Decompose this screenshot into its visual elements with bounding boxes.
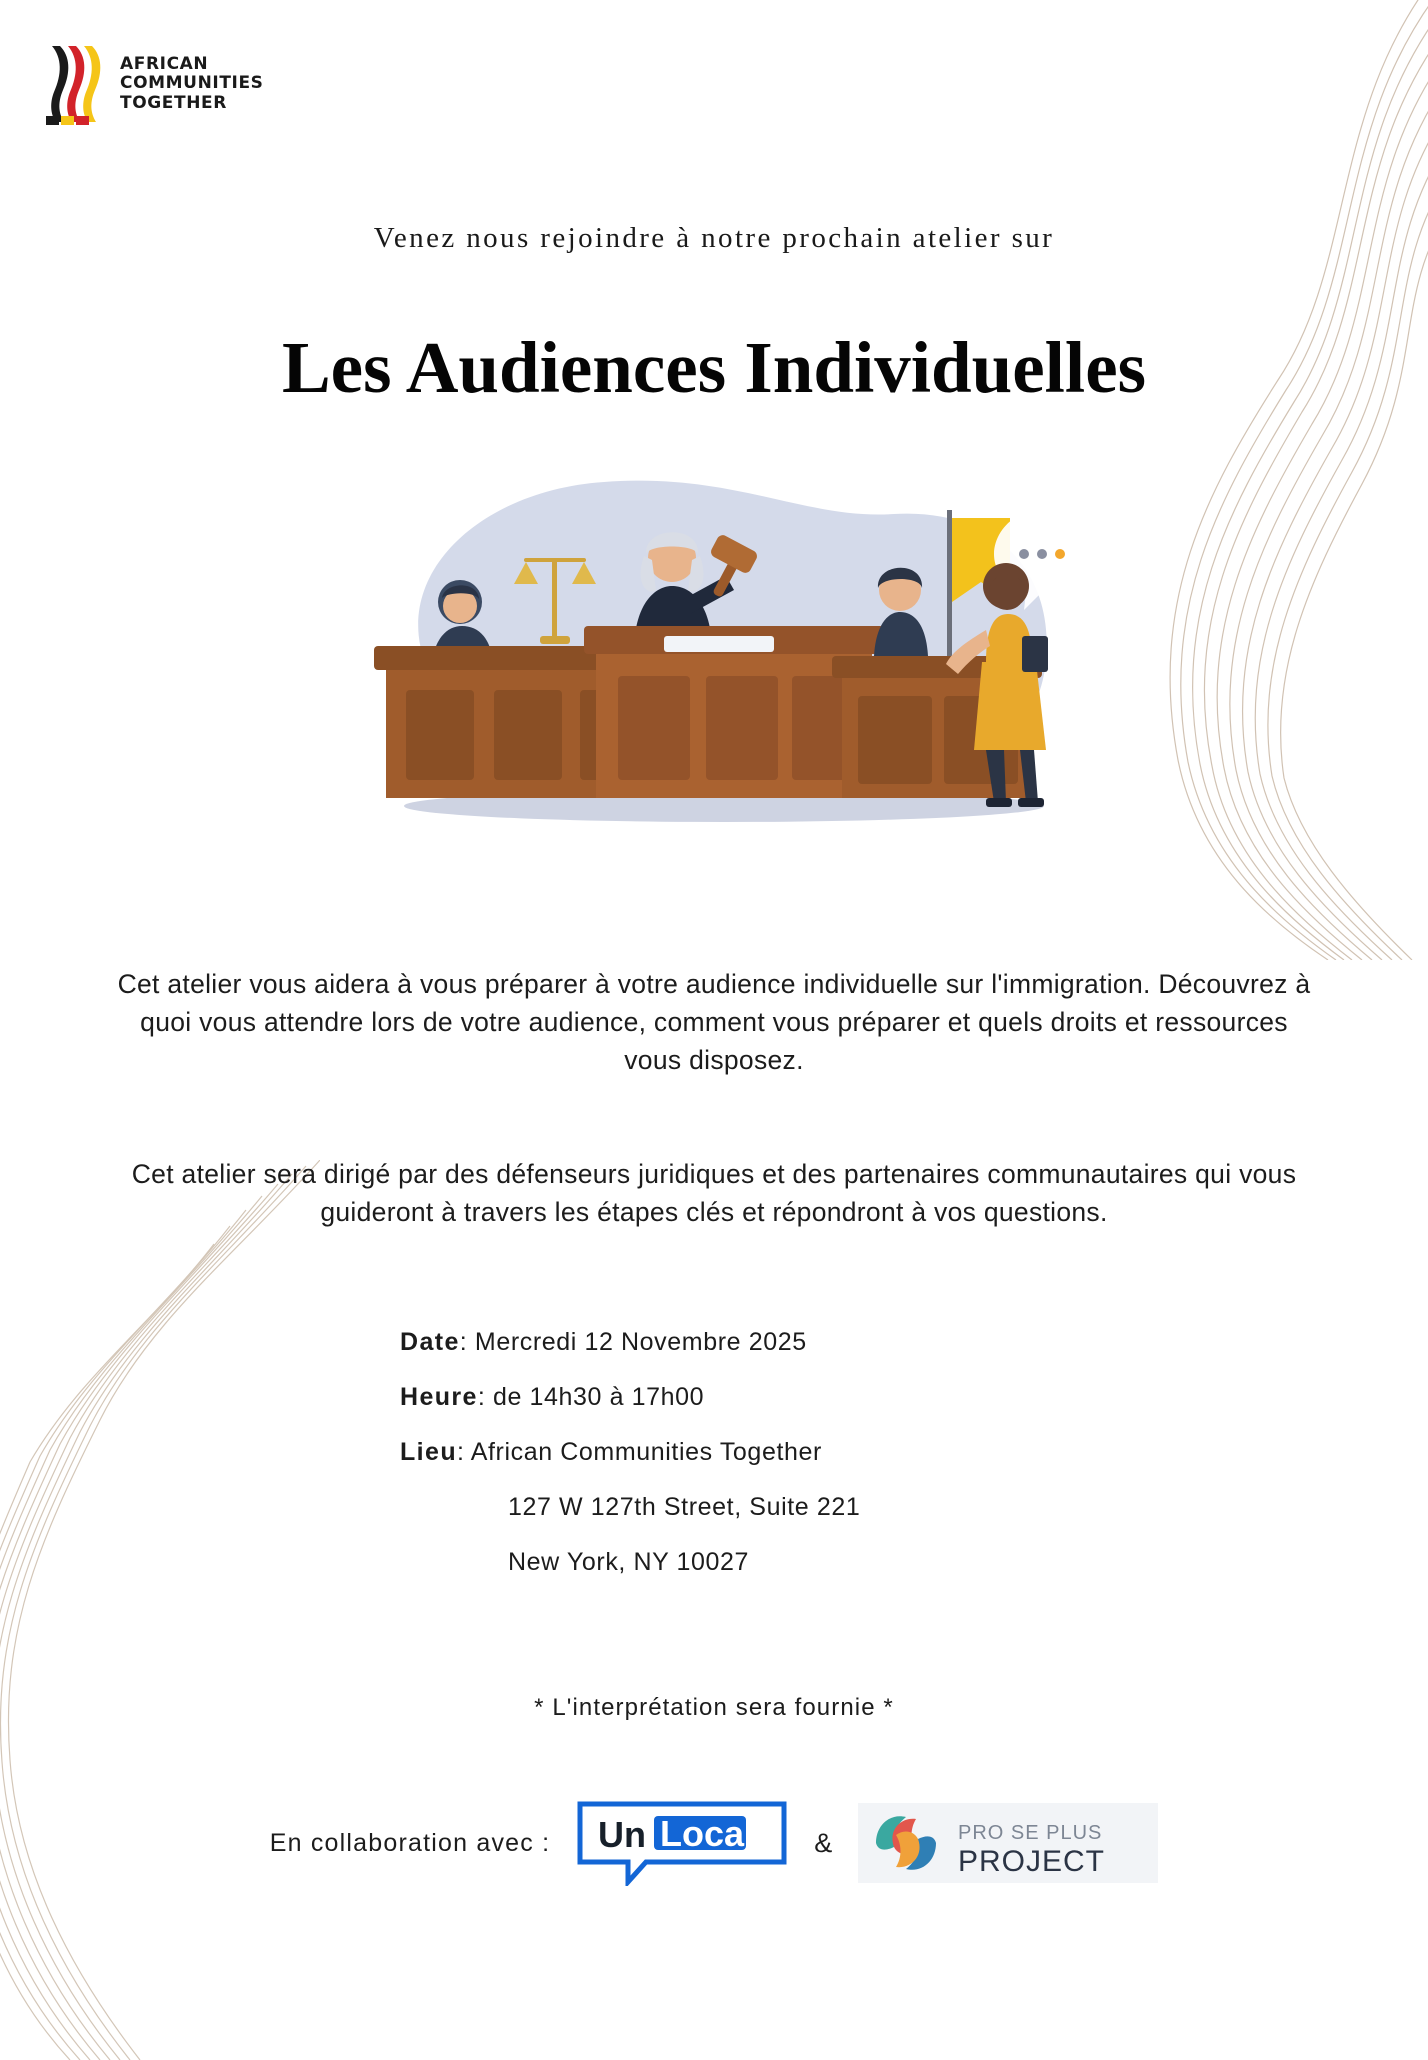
svg-text:PRO SE PLUS: PRO SE PLUS <box>958 1822 1103 1844</box>
detail-address-line-1: 127 W 127th Street, Suite 221 <box>508 1493 861 1521</box>
flyer-kicker: Venez nous rejoindre à notre prochain atelier sur <box>373 222 1055 254</box>
detail-address-line-2: New York, NY 10027 <box>508 1548 750 1576</box>
collaboration-footer <box>0 1800 1428 1886</box>
act-logo-mark-icon <box>44 40 106 128</box>
body-paragraph-1: Cet atelier vous aidera à vous préparer à votre audience individuelle sur l'immigration. Découvrez à quoi vous attendre lors de votre audience, comment vous préparer et quels droits et ressources vous disposez. <box>117 968 1311 1075</box>
interpretation-note: * L'interprétation sera fournie * <box>534 1694 894 1721</box>
detail-time <box>400 1385 1140 1410</box>
organization-name <box>120 55 264 112</box>
page-title: Les Audiences Individuelles <box>281 326 1147 408</box>
detail-time-label: Heure <box>400 1383 478 1411</box>
ampersand-separator: & <box>814 1827 833 1858</box>
detail-time-value: : de 14h30 à 17h00 <box>477 1383 705 1411</box>
detail-date-label: Date <box>400 1328 460 1356</box>
detail-date-value: : Mercredi 12 Novembre 2025 <box>459 1328 807 1356</box>
detail-date <box>400 1330 1140 1355</box>
detail-place-value: : African Communities Together <box>457 1438 822 1466</box>
organization-name-line-3: TOGETHER <box>120 92 227 113</box>
body-paragraph-2: Cet atelier sera dirigé par des défenseurs juridiques et des partenaires communautaires qui vous guideront à travers les étapes clés et répondront à vos questions. <box>131 1158 1297 1227</box>
courtroom-hearing-illustration <box>334 450 1094 870</box>
svg-text:PROJECT: PROJECT <box>958 1845 1106 1878</box>
organization-name-line-1: AFRICAN <box>120 54 209 75</box>
event-details <box>400 1330 1140 1605</box>
organization-name-line-2: COMMUNITIES <box>120 73 264 94</box>
detail-place-label: Lieu <box>400 1438 457 1466</box>
detail-place <box>400 1440 1140 1465</box>
collaboration-label: En collaboration avec : <box>269 1828 551 1857</box>
svg-text:Un: Un <box>598 1814 647 1855</box>
decorative-swirl-left <box>0 1160 320 2060</box>
organization-logo <box>44 40 264 128</box>
svg-text:Local: Local <box>660 1813 755 1854</box>
unlocal-logo <box>576 1800 788 1886</box>
pro-se-plus-project-logo <box>858 1803 1158 1883</box>
